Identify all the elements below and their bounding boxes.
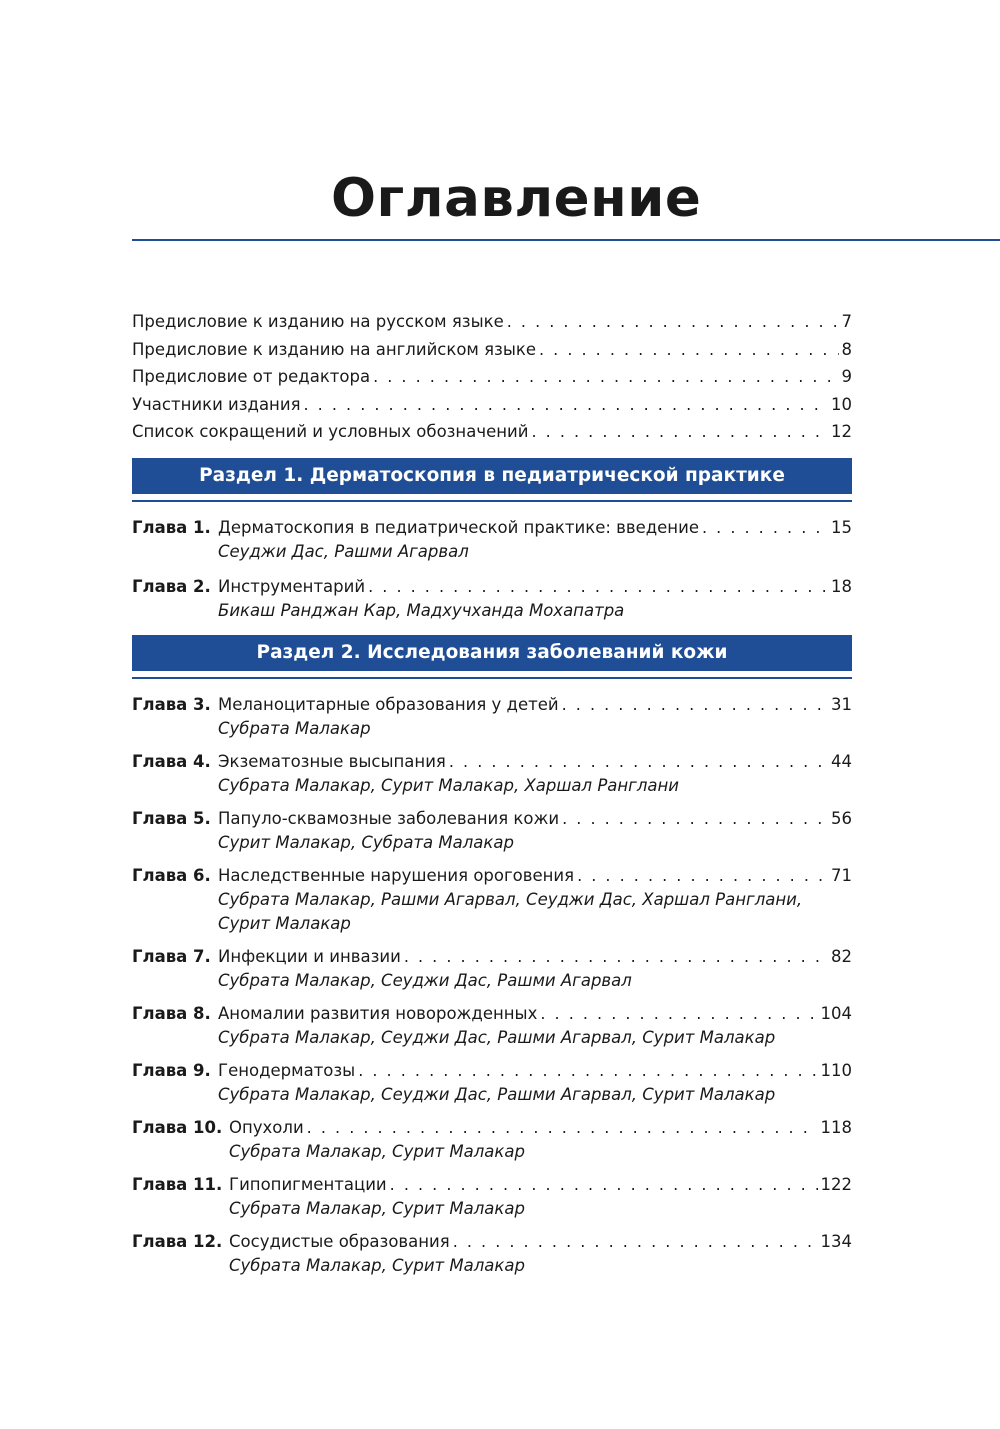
chapter-entry[interactable] — [132, 693, 852, 741]
chapter-title: Опухоли — [229, 1117, 304, 1137]
chapter-number: Глава 8. — [132, 1003, 211, 1023]
toc-entry-label: Участники издания — [132, 394, 301, 414]
chapter-authors: Субрата Малакар, Сеуджи Дас, Рашми Агарвал, Сурит Малакар — [218, 1084, 776, 1104]
chapter-line — [229, 1116, 852, 1140]
chapter-entry[interactable] — [132, 1116, 852, 1164]
chapter-entry[interactable] — [132, 1059, 852, 1107]
chapter-authors: Субрата Малакар, Сурит Малакар, Харшал Ранглани — [218, 775, 680, 795]
chapter-entry[interactable] — [132, 516, 852, 564]
chapter-number: Глава 4. — [132, 751, 211, 771]
chapter-authors: Субрата Малакар, Сурит Малакар — [229, 1198, 525, 1218]
toc-entry-page: 12 — [831, 422, 852, 441]
toc-entry-page: 8 — [841, 339, 852, 359]
toc-entry-label: Список сокращений и условных обозначений — [132, 422, 529, 441]
chapter-authors: Бикаш Ранджан Кар, Мадхучханда Мохапатра — [218, 600, 625, 620]
section-title: Раздел 2. Исследования заболеваний кожи — [256, 642, 728, 663]
chapter-authors: Субрата Малакар, Сурит Малакар — [229, 1255, 525, 1275]
dot-leader — [449, 750, 828, 774]
chapter-body — [229, 1116, 852, 1164]
chapter-body — [218, 693, 852, 741]
toc-entry-label: Предисловие от редактора — [132, 367, 371, 386]
chapter-line — [218, 807, 852, 831]
chapter-number: Глава 7. — [132, 946, 211, 966]
chapter-entry[interactable] — [132, 750, 852, 798]
chapter-line — [229, 1173, 852, 1197]
section-band — [132, 635, 852, 671]
chapter-line — [218, 945, 852, 969]
chapter-page: 31 — [831, 694, 852, 714]
section-header[interactable] — [132, 458, 852, 502]
chapter-page: 56 — [831, 808, 852, 828]
chapter-body — [218, 575, 852, 623]
chapter-body — [218, 807, 852, 855]
chapter-list — [132, 693, 852, 1278]
chapter-line — [218, 864, 852, 888]
chapter-entry[interactable] — [132, 864, 852, 936]
chapter-title: Дерматоскопия в педиатрической практике: введение — [218, 517, 699, 537]
chapter-title: Аномалии развития новорожденных — [218, 1003, 538, 1023]
chapter-number: Глава 1. — [132, 517, 211, 537]
toc-entry[interactable] — [132, 336, 852, 364]
dot-leader — [507, 308, 839, 336]
chapter-body — [218, 864, 852, 936]
chapter-line — [218, 693, 852, 717]
chapter-entry[interactable] — [132, 575, 852, 623]
toc-entry-page: 10 — [831, 394, 852, 414]
chapter-title: Меланоцитарные образования у детей — [218, 694, 559, 714]
chapter-number: Глава 6. — [132, 865, 211, 885]
dot-leader — [368, 575, 828, 599]
chapter-body — [229, 1230, 852, 1278]
toc-entry[interactable] — [132, 418, 852, 446]
chapter-body — [218, 1002, 852, 1050]
chapter-authors: Субрата Малакар — [218, 718, 371, 738]
chapter-page: 18 — [831, 576, 852, 596]
chapter-entry[interactable] — [132, 1002, 852, 1050]
chapter-page: 110 — [820, 1060, 852, 1080]
dot-leader — [390, 1173, 818, 1197]
chapter-list — [132, 516, 852, 623]
chapter-entry[interactable] — [132, 1230, 852, 1278]
dot-leader — [404, 945, 828, 969]
front-matter-list — [132, 308, 852, 446]
dot-leader — [539, 336, 839, 364]
table-of-contents — [132, 308, 852, 1287]
chapter-number: Глава 3. — [132, 694, 211, 714]
chapter-page: 104 — [820, 1003, 852, 1023]
chapter-number: Глава 9. — [132, 1060, 211, 1080]
chapter-title: Инфекции и инвазии — [218, 946, 401, 966]
chapter-page: 71 — [831, 865, 852, 885]
toc-entry[interactable] — [132, 308, 852, 336]
dot-leader — [562, 693, 828, 717]
chapter-body — [218, 1059, 852, 1107]
chapter-line — [218, 516, 852, 540]
toc-entry-page: 9 — [841, 367, 852, 386]
chapter-body — [229, 1173, 852, 1221]
chapter-title: Экзематозные высыпания — [218, 751, 446, 771]
toc-entry-label: Предисловие к изданию на английском языке — [132, 339, 536, 359]
toc-entry[interactable] — [132, 391, 852, 419]
chapter-page: 82 — [831, 946, 852, 966]
chapter-number: Глава 5. — [132, 808, 211, 828]
chapter-body — [218, 945, 852, 993]
dot-leader — [373, 363, 838, 391]
chapter-authors: Субрата Малакар, Сеуджи Дас, Рашми Агарвал — [218, 970, 632, 990]
title-divider — [132, 239, 1000, 241]
dot-leader — [358, 1059, 817, 1083]
chapter-body — [218, 750, 852, 798]
chapter-line — [218, 750, 852, 774]
chapter-page: 15 — [831, 517, 852, 537]
chapter-page: 44 — [831, 751, 852, 771]
dot-leader — [702, 516, 828, 540]
chapter-title: Инструментарий — [218, 576, 366, 596]
page-title: Оглавление — [331, 168, 702, 229]
chapter-body — [218, 516, 852, 564]
chapter-authors: Субрата Малакар, Сеуджи Дас, Рашми Агарвал, Сурит Малакар — [218, 1027, 776, 1047]
chapter-title: Папуло-сквамозные заболевания кожи — [218, 808, 560, 828]
toc-entry[interactable] — [132, 363, 852, 391]
chapter-title: Наследственные нарушения ороговения — [218, 865, 575, 885]
dot-leader — [531, 418, 828, 446]
chapter-line — [218, 1059, 852, 1083]
chapter-entry[interactable] — [132, 945, 852, 993]
chapter-number: Глава 10. — [132, 1117, 223, 1137]
chapter-authors: Сеуджи Дас, Рашми Агарвал — [218, 541, 469, 561]
chapter-page: 118 — [820, 1117, 852, 1137]
chapter-authors: Сурит Малакар, Субрата Малакар — [218, 832, 514, 852]
chapter-line — [218, 1002, 852, 1026]
chapter-entry[interactable] — [132, 807, 852, 855]
toc-entry-page: 7 — [841, 312, 852, 331]
chapter-page: 134 — [820, 1231, 852, 1251]
chapter-line — [229, 1230, 852, 1254]
chapter-number: Глава 11. — [132, 1174, 223, 1194]
section-band — [132, 458, 852, 494]
chapter-authors: Субрата Малакар, Сурит Малакар — [229, 1141, 525, 1161]
chapter-title: Гипопигментации — [229, 1174, 387, 1194]
chapter-title: Генодерматозы — [218, 1060, 356, 1080]
dot-leader — [577, 864, 828, 888]
dot-leader — [307, 1116, 818, 1140]
chapter-number: Глава 2. — [132, 576, 211, 596]
section-header[interactable] — [132, 635, 852, 679]
section-title: Раздел 1. Дерматоскопия в педиатрической практике — [199, 465, 785, 486]
toc-entry-label: Предисловие к изданию на русском языке — [132, 312, 504, 331]
dot-leader — [304, 391, 829, 419]
chapter-line — [218, 575, 852, 599]
chapter-number: Глава 12. — [132, 1231, 223, 1251]
dot-leader — [540, 1002, 817, 1026]
dot-leader — [562, 807, 828, 831]
chapter-title: Сосудистые образования — [229, 1231, 450, 1251]
dot-leader — [453, 1230, 818, 1254]
chapter-authors: Субрата Малакар, Рашми Агарвал, Сеуджи Дас, Харшал Ранглани, Сурит Малакар — [218, 889, 803, 933]
chapter-entry[interactable] — [132, 1173, 852, 1221]
chapter-page: 122 — [820, 1174, 852, 1194]
